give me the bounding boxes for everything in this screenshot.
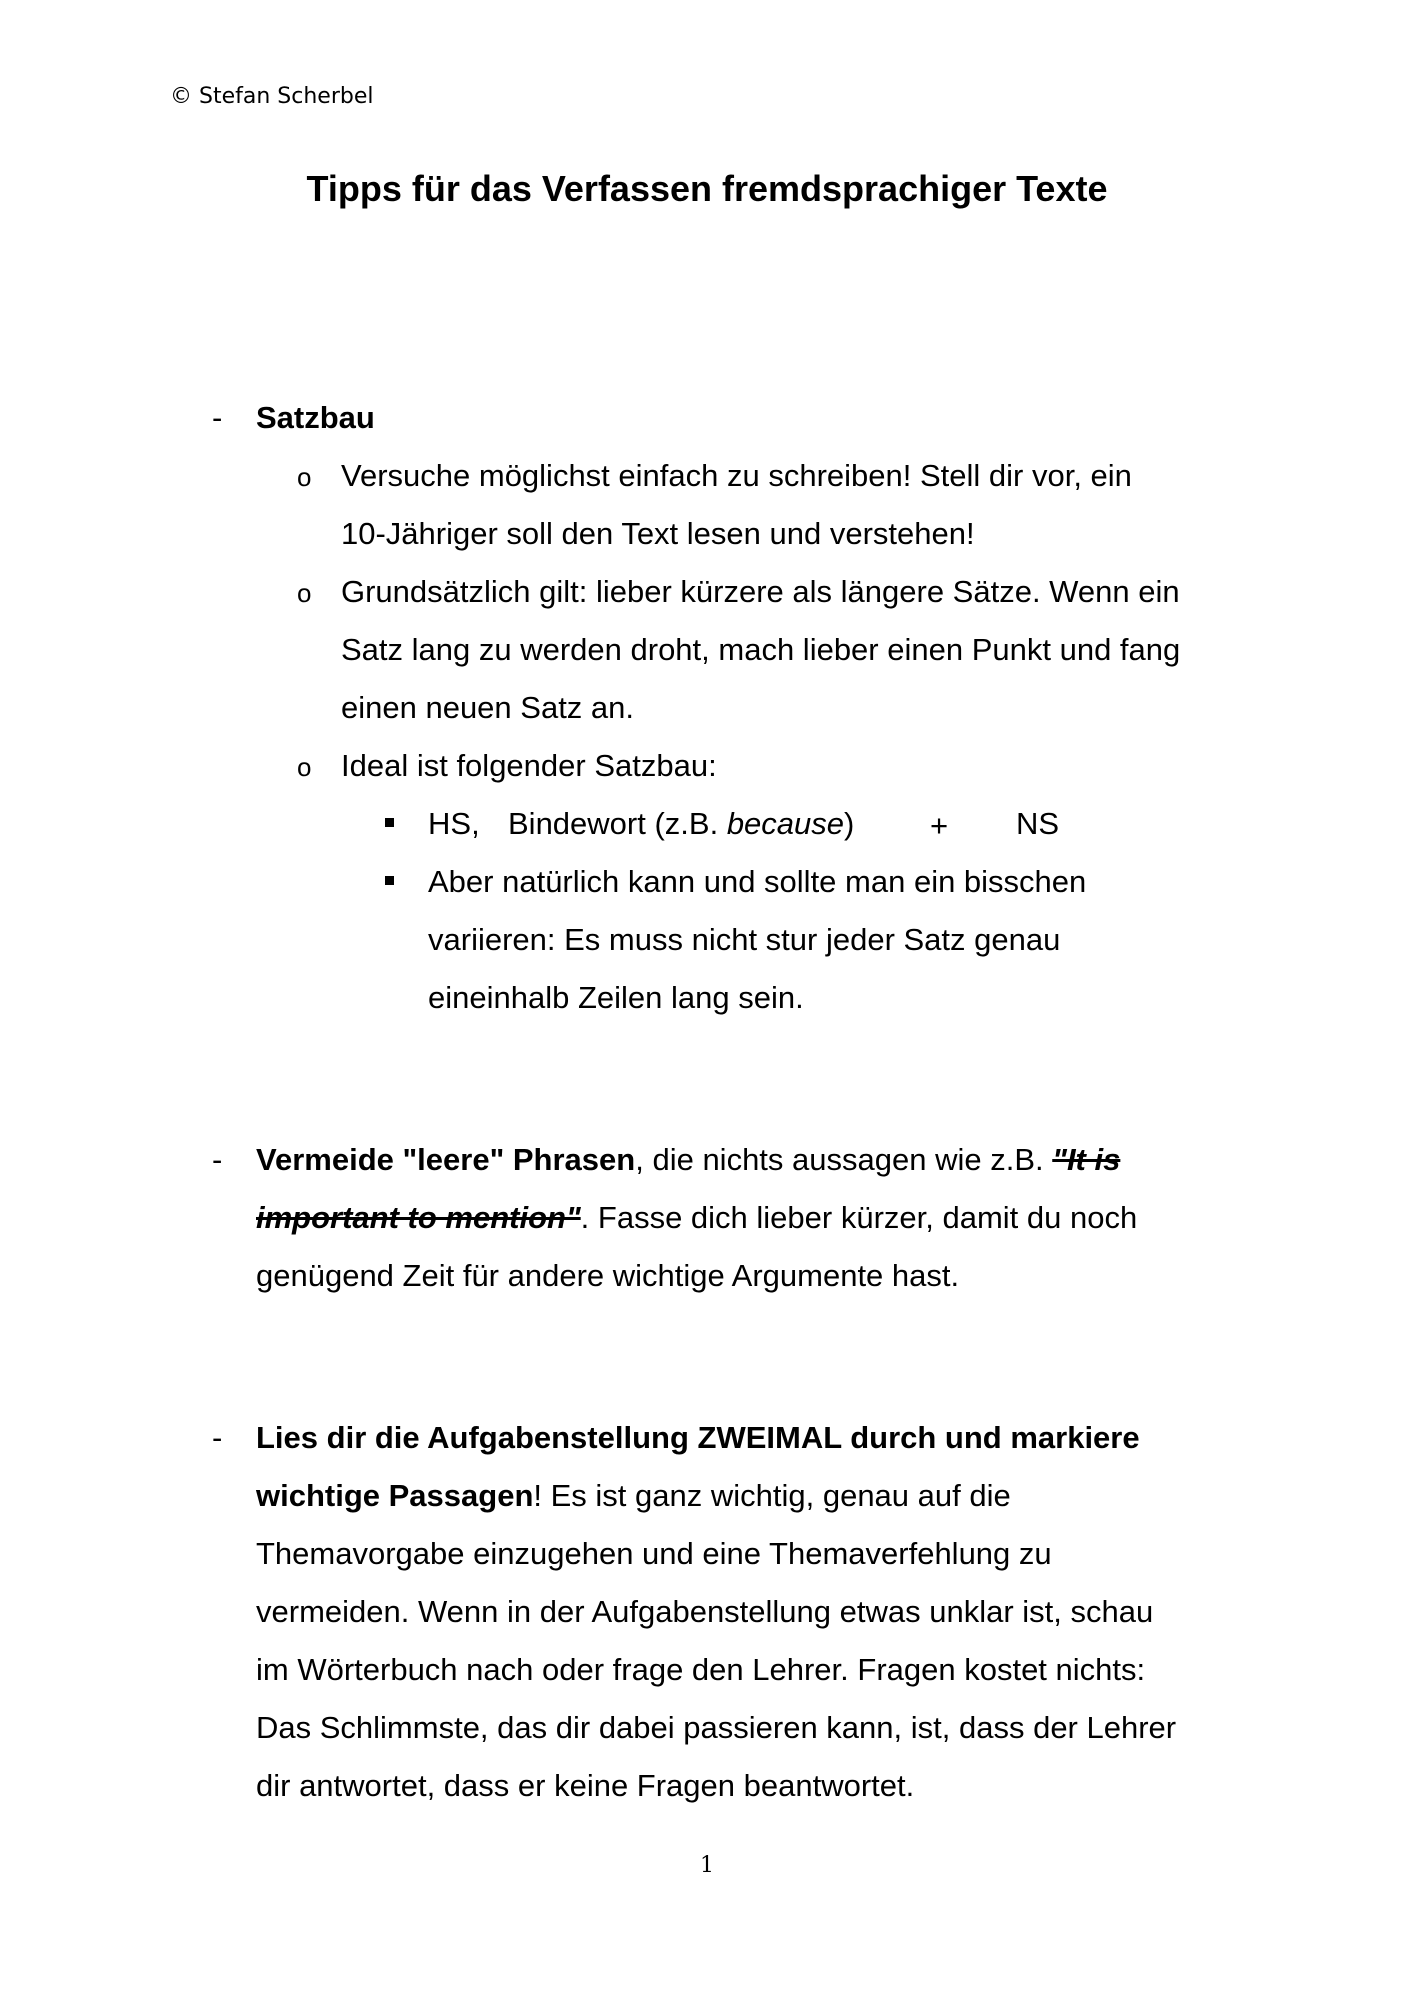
copyright-notice: © Stefan Scherbel (170, 84, 374, 109)
paragraph-line: Vermeide "leere" Phrasen, die nichts aussagen wie z.B. "It is (256, 1142, 1121, 1177)
list-item-line: Aber natürlich kann und sollte man ein bisschen (428, 864, 1087, 899)
paragraph-line: wichtige Passagen! Es ist ganz wichtig, genau auf die (256, 1478, 1011, 1513)
paragraph-line: dir antwortet, dass er keine Fragen beantwortet. (256, 1768, 915, 1803)
section-heading: Lies dir die Aufgabenstellung ZWEIMAL durch und markiere (256, 1420, 1140, 1455)
formula-hs: HS, (428, 806, 480, 841)
list-item-line: Versuche möglichst einfach zu schreiben! Stell dir vor, ein (341, 458, 1132, 493)
section-dash: - (212, 1420, 223, 1455)
list-item-line: Ideal ist folgender Satzbau: (341, 748, 717, 783)
paragraph-line: important to mention". Fasse dich lieber kürzer, damit du noch (256, 1200, 1138, 1235)
list-marker: o (297, 462, 312, 492)
square-bullet-icon (385, 818, 394, 827)
list-marker: o (297, 578, 312, 608)
section-heading-cont: wichtige Passagen (256, 1478, 534, 1513)
section-heading: Satzbau (256, 400, 375, 435)
formula-example-word: because (726, 806, 845, 841)
section-heading: Vermeide "leere" Phrasen (256, 1142, 636, 1177)
list-item-line: einen neuen Satz an. (341, 690, 635, 725)
paragraph-line: genügend Zeit für andere wichtige Argumente hast. (256, 1258, 960, 1293)
paragraph-line: im Wörterbuch nach oder frage den Lehrer. Fragen kostet nichts: (256, 1652, 1146, 1687)
list-marker: o (297, 752, 312, 782)
square-bullet-icon (385, 876, 394, 885)
list-item-line: 10-Jähriger soll den Text lesen und verstehen! (341, 516, 975, 551)
sentence-formula (428, 806, 480, 842)
paragraph-line: Das Schlimmste, das dir dabei passieren kann, ist, dass der Lehrer (256, 1710, 1177, 1745)
page-title: Tipps für das Verfassen fremdsprachiger Texte (306, 168, 1108, 209)
struck-example: important to mention" (256, 1200, 581, 1235)
page-number: 1 (700, 1853, 714, 1878)
list-item-line: variieren: Es muss nicht stur jeder Satz genau (428, 922, 1061, 957)
list-item-line: Satz lang zu werden droht, mach lieber einen Punkt und fang (341, 632, 1181, 667)
section-dash: - (212, 1142, 223, 1177)
list-item-line: Grundsätzlich gilt: lieber kürzere als längere Sätze. Wenn ein (341, 574, 1180, 609)
paragraph-line: vermeiden. Wenn in der Aufgabenstellung etwas unklar ist, schau (256, 1594, 1154, 1629)
struck-example: "It is (1052, 1142, 1121, 1177)
list-item-line: eineinhalb Zeilen lang sein. (428, 980, 804, 1015)
formula-plus: + (930, 808, 949, 843)
formula-ns: NS (1016, 806, 1060, 841)
section-dash: - (212, 400, 223, 435)
formula-bindewort: Bindewort (z.B. because) (508, 806, 855, 841)
paragraph-line: Themavorgabe einzugehen und eine Themaverfehlung zu (256, 1536, 1052, 1571)
